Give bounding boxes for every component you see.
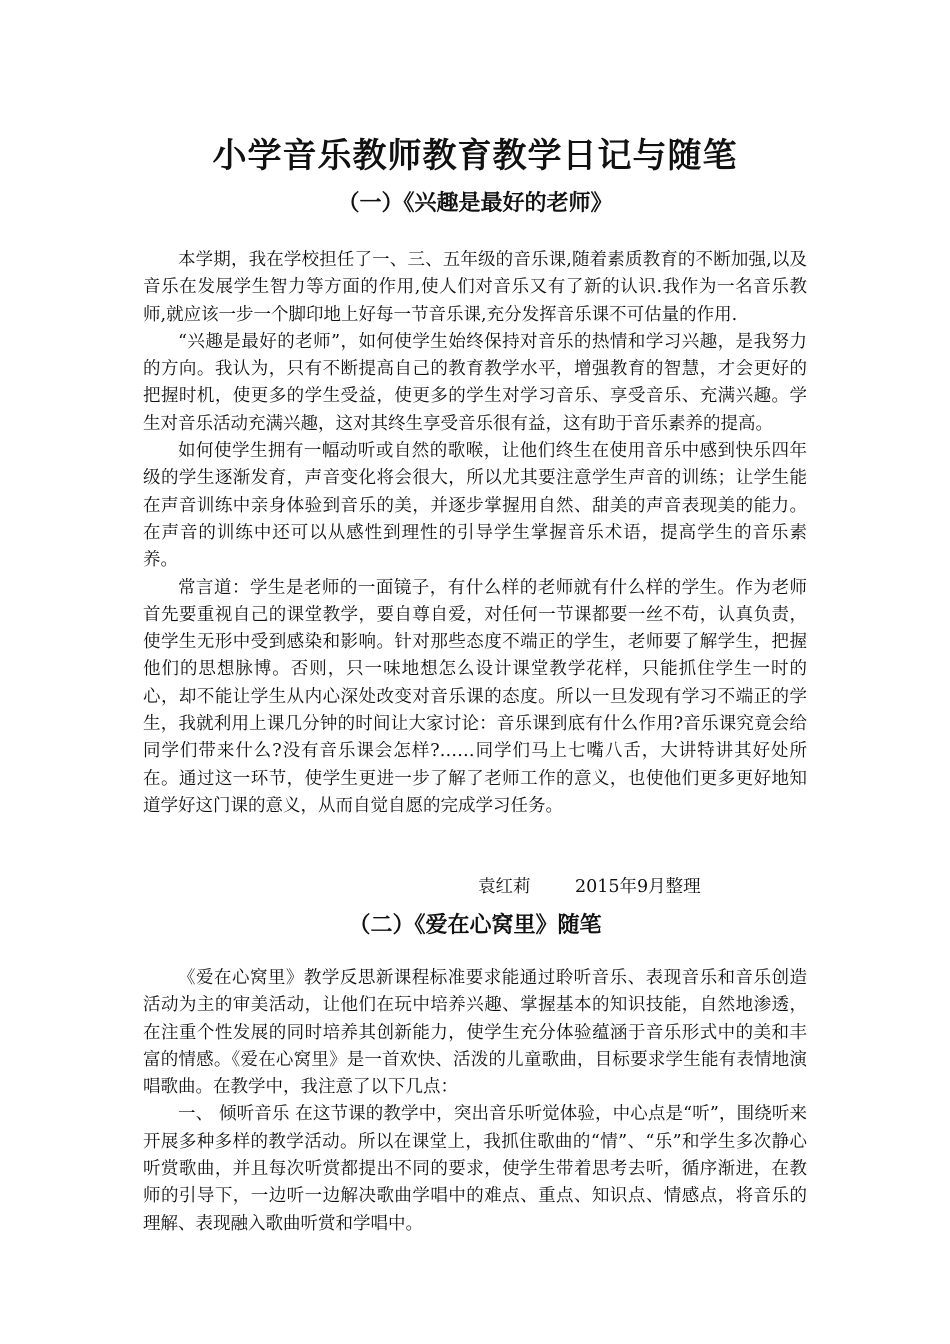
section-1-paragraph-1: 本学期，我在学校担任了一、三、五年级的音乐课,随着素质教育的不断加强,以及音乐在发展学生智力等方面的作用,使人们对音乐又有了新的认识.我作为一名音乐教师,就应该一步一个脚印地上好每一节音乐课,充分发挥音乐课不可估量的作用. bbox=[143, 250, 807, 325]
section-2-body bbox=[143, 965, 807, 1238]
section-1-heading: （一）《兴趣是最好的老师》 bbox=[337, 190, 613, 216]
section-2-heading: （二）《爱在心窝里》随笔 bbox=[348, 912, 602, 938]
section-1-paragraph-4: 常言道：学生是老师的一面镜子，有什么样的老师就有什么样的学生。作为老师首先要重视自己的课堂教学，要自尊自爱，对任何一节课都要一丝不苟，认真负责，使学生无形中受到感染和影响。针对那些态度不端正的学生，老师要了解学生，把握他们的思想脉博。否则，只一味地想怎么设计课堂教学花样，只能抓住学生一时的心，却不能让学生从内心深处改变对音乐课的态度。所以一旦发现有学习不端正的学生，我就利用上课几分钟的时间让大家讨论：音乐课到底有什么作用?音乐课究竟会给同学们带来什么?没有音乐课会怎样?……同学们马上七嘴八舌，大讲特讲其好处所在。通过这一环节，使学生更进一步了解了老师工作的意义，也使他们更多更好地知道学好这门课的意义，从而自觉自愿的完成学习任务。 bbox=[143, 577, 807, 816]
section-1-paragraph-2: “兴趣是最好的老师”，如何使学生始终保持对音乐的热情和学习兴趣，是我努力的方向。我认为，只有不断提高自己的教育教学水平，增强教育的智慧，才会更好的把握时机，使更多的学生受益，使更多的学生对学习音乐、享受音乐、充满兴趣。学生对音乐活动充满兴趣，这对其终生享受音乐很有益，这有助于音乐素养的提高。 bbox=[143, 331, 807, 434]
section-2-paragraph-1: 《爱在心窝里》教学反思新课程标准要求能通过聆听音乐、表现音乐和音乐创造活动为主的审美活动，让他们在玩中培养兴趣、掌握基本的知识技能，自然地渗透，在注重个性发展的同时培养其创新能力，使学生充分体验蕴涵于音乐形式中的美和丰富的情感。《爱在心窝里》是一首欢快、活泼的儿童歌曲，目标要求学生能有表情地演唱歌曲。在教学中，我注意了以下几点： bbox=[143, 968, 807, 1098]
section-1-paragraph-3: 如何使学生拥有一幅动听或自然的歌喉，让他们终生在使用音乐中感到快乐四年级的学生逐渐发育，声音变化将会很大，所以尤其要注意学生声音的训练；让学生能在声音训练中亲身体验到音乐的美，并逐步掌握用自然、甜美的声音表现美的能力。在声音的训练中还可以从感性到理性的引导学生掌握音乐术语，提高学生的音乐素养。 bbox=[143, 441, 807, 571]
section-2-paragraph-2: 一、 倾听音乐 在这节课的教学中，突出音乐听觉体验，中心点是“听”，围绕听来开展多种多样的教学活动。所以在课堂上，我抓住歌曲的“情”、“乐”和学生多次静心听赏歌曲，并且每次听赏都提出不同的要求，使学生带着思考去听，循序渐进，在教师的引导下，一边听一边解决歌曲学唱中的难点、重点、知识点、情感点，将音乐的理解、表现融入歌曲听赏和学唱中。 bbox=[143, 1104, 807, 1234]
section-1-body bbox=[143, 247, 807, 820]
author-signature-date: 袁红莉 2015年9月整理 bbox=[478, 877, 701, 897]
document-title: 小学音乐教师教育教学日记与随笔 bbox=[212, 136, 738, 176]
